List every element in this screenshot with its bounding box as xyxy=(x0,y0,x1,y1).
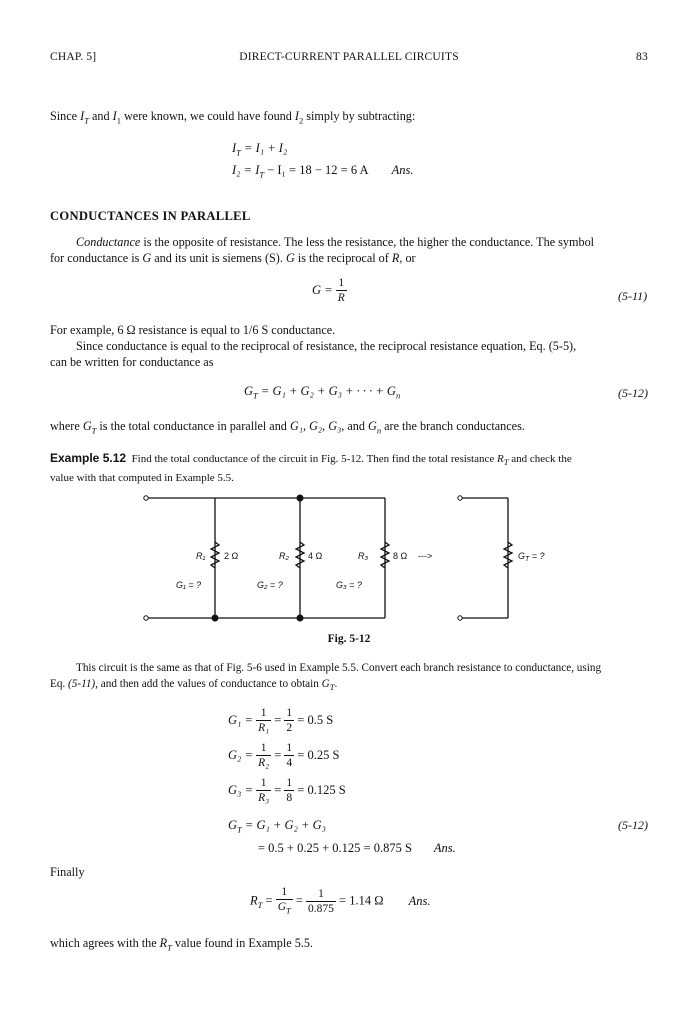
equation-number-5-11: (5-11) xyxy=(618,289,648,303)
intro-sentence: Since $I_T$ and $I_1$ were known, we could have found $I_2$ simply by subtracting: xyxy=(50,109,416,126)
label-r2: R₂ xyxy=(279,551,289,561)
junction-bottom-2 xyxy=(297,615,304,622)
section-title: CONDUCTANCES IN PARALLEL xyxy=(50,209,251,223)
calc-gt-value: = 0.5 + 0.25 + 0.125 = 0.875 S Ans. xyxy=(258,841,456,855)
label-r1: R₁ xyxy=(196,551,206,561)
label-r3-value: 8 Ω xyxy=(393,551,408,561)
equation-number-calc: (5-12) xyxy=(618,818,648,832)
calc-g2: G₂ = $\frac{1}{\text{R₂}}$ = $\frac{1}{4}$ = 0.25 S xyxy=(228,742,340,769)
calc-g3: G₃ = $\frac{1}{\text{R₃}}$ = $\frac{1}{8}$ = 0.125 S xyxy=(228,777,346,804)
example-5-12: Example 5.12 Find the total conductance of the circuit in Fig. 5-12. Then find the total resistance $R_T$ and check the value with that computed in Example 5.5. xyxy=(50,451,572,485)
equation-5-12: $G_T = G_1 + G_2 + G_3$ + · · · + $G_n$ xyxy=(244,384,401,401)
label-r1-value: 2 Ω xyxy=(224,551,239,561)
equation-subtract: $I_2 = I_T - I_1 = 18 - 12 = 6$ A Ans. xyxy=(232,163,414,180)
circuit-figure xyxy=(140,490,545,626)
terminal-right-bottom xyxy=(458,616,462,620)
label-g3: G₃ = ? xyxy=(336,580,362,590)
page-number: 83 xyxy=(636,51,648,63)
paragraph-example-6ohm: For example, 6 Ω resistance is equal to 1/6 S conductance. Since conductance is equal to the reciprocal of resistance, the reciprocal resistance equation, Eq. (5-5), can be written for conductance as xyxy=(50,323,577,369)
terminal-right-top xyxy=(458,496,462,500)
equation-total-current: $I_T = I_1 + I_2$ xyxy=(232,141,288,158)
paragraph-where: where $G_T$ is the total conductance in parallel and G₁, G₂, G₃, and $G_n$ are the branch conductances. xyxy=(50,419,525,436)
junction-top xyxy=(297,495,304,502)
paragraph-convert: This circuit is the same as that of Fig. 5-6 used in Example 5.5. Convert each branch resistance to conductance, using Eq. (5-11), and then add the values of conductance to obtain $G_T$. xyxy=(50,662,602,693)
terminal-left-bottom xyxy=(144,616,148,620)
figure-caption: Fig. 5-12 xyxy=(327,633,371,645)
label-r3: R₃ xyxy=(358,551,369,561)
calc-g1: G₁ = $\frac{1}{\text{R₁}}$ = $\frac{1}{2}$ = 0.5 S xyxy=(228,707,334,734)
finally-label: Finally xyxy=(50,865,85,879)
arrow-equivalent: ---> xyxy=(418,551,433,561)
label-g1: G₁ = ? xyxy=(176,580,202,590)
label-gt: $G_T$ = ? xyxy=(518,551,545,563)
closing-sentence: which agrees with the $R_T$ value found in Example 5.5. xyxy=(50,936,313,953)
calc-gt-sum: $G_T = G_1 + G_2 + G_3$ xyxy=(228,818,326,835)
junction-bottom-1 xyxy=(212,615,219,622)
running-head-chapter: CHAP. 5] xyxy=(50,51,97,63)
terminal-left-top xyxy=(144,496,148,500)
calc-rt: $R_T$ = $\frac{1}{G_T}$ = $\frac{1}{0.875}$ = 1.14 Ω Ans. xyxy=(250,886,431,916)
label-r2-value: 4 Ω xyxy=(308,551,323,561)
running-head-title: DIRECT-CURRENT PARALLEL CIRCUITS xyxy=(239,51,459,63)
equation-number-5-12: (5-12) xyxy=(618,386,648,400)
equation-5-11: G = $\frac{1}{R}$ xyxy=(312,277,345,304)
label-g2: G₂ = ? xyxy=(257,580,283,590)
paragraph-conductance: Conductance is the opposite of resistance. The less the resistance, the higher the conductance. The symbol for conductance is G and its unit is siemens (S). G is the reciprocal of R, or xyxy=(50,235,595,265)
